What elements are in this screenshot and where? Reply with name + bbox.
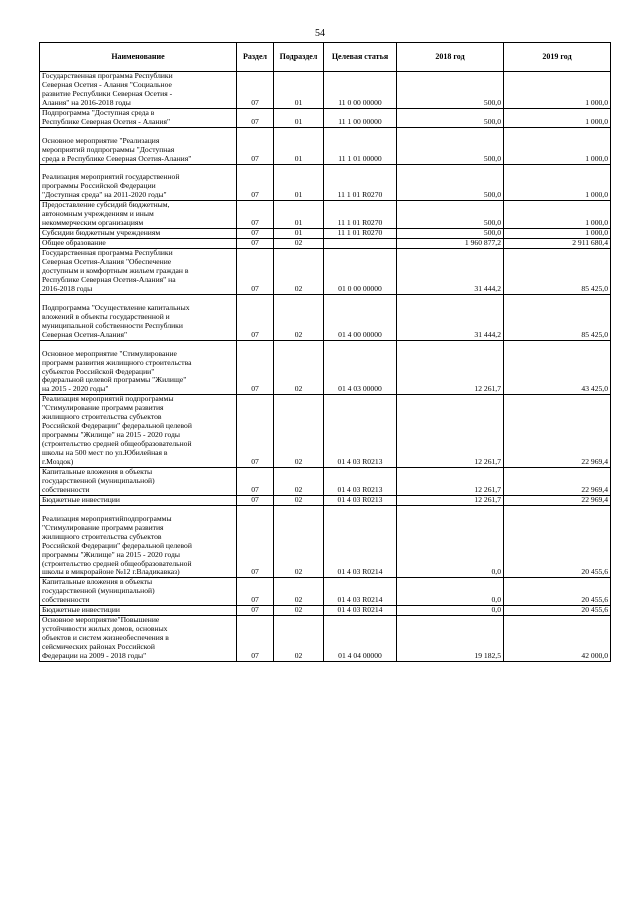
row-razdel: 07 bbox=[237, 249, 274, 295]
row-value-2019: 1 000,0 bbox=[504, 229, 611, 239]
row-statya: 11 1 01 R0270 bbox=[324, 164, 397, 201]
row-razdel: 07 bbox=[237, 164, 274, 201]
row-razdel: 07 bbox=[237, 467, 274, 495]
row-value-2018: 0,0 bbox=[397, 505, 504, 578]
row-value-2019: 42 000,0 bbox=[504, 616, 611, 662]
row-razdel: 07 bbox=[237, 201, 274, 229]
row-name-line: сейсмических районах Российской bbox=[42, 642, 155, 652]
budget-table bbox=[39, 42, 611, 662]
row-razdel: 07 bbox=[237, 294, 274, 340]
row-statya: 11 1 01 R0270 bbox=[324, 201, 397, 229]
row-name bbox=[40, 495, 237, 505]
row-value-2019: 1 000,0 bbox=[504, 164, 611, 201]
table-row bbox=[40, 294, 611, 340]
row-name bbox=[40, 395, 237, 468]
row-razdel: 07 bbox=[237, 495, 274, 505]
row-name-line: Российской Федерации" федеральной целевой bbox=[42, 540, 192, 550]
row-name-line: Субсидии бюджетным учреждениям bbox=[42, 228, 161, 238]
row-razdel: 07 bbox=[237, 395, 274, 468]
row-name-line: Общее образование bbox=[42, 238, 106, 248]
row-name-line: Предоставление субсидий бюджетным, bbox=[42, 200, 170, 210]
row-name-line: Государственная программа Республики bbox=[42, 71, 173, 80]
table-row bbox=[40, 606, 611, 616]
table-row bbox=[40, 616, 611, 662]
row-value-2018: 12 261,7 bbox=[397, 495, 504, 505]
row-name-line: федеральной целевой программы "Жилище" bbox=[42, 375, 187, 385]
header-2018: 2018 год bbox=[397, 43, 504, 72]
row-name-line: среда в Республике Северная Осетия-Алания" bbox=[42, 153, 192, 163]
row-value-2018: 500,0 bbox=[397, 201, 504, 229]
table-row bbox=[40, 395, 611, 468]
row-name-line: Основное мероприятие"Повышение bbox=[42, 615, 160, 625]
row-value-2018: 19 182,5 bbox=[397, 616, 504, 662]
row-name bbox=[40, 578, 237, 606]
row-name-line: Федерации на 2009 - 2018 годы" bbox=[42, 651, 147, 661]
row-name-line: объектов и систем жизнеобеспечения в bbox=[42, 633, 169, 643]
row-name-line: Государственная программа Республики bbox=[42, 248, 173, 258]
row-value-2018: 0,0 bbox=[397, 578, 504, 606]
row-statya: 01 4 00 00000 bbox=[324, 294, 397, 340]
row-value-2018: 500,0 bbox=[397, 164, 504, 201]
row-podrazdel: 02 bbox=[274, 467, 324, 495]
row-podrazdel: 02 bbox=[274, 495, 324, 505]
table-body bbox=[40, 72, 611, 662]
row-value-2019: 20 455,6 bbox=[504, 578, 611, 606]
row-statya: 01 4 03 R0214 bbox=[324, 606, 397, 616]
row-name-line: Бюджетные инвестиции bbox=[42, 495, 120, 504]
row-name bbox=[40, 505, 237, 578]
row-name-line: Подпрограмма "Осуществление капитальных bbox=[42, 302, 190, 312]
row-value-2019: 85 425,0 bbox=[504, 294, 611, 340]
row-podrazdel: 02 bbox=[274, 505, 324, 578]
row-name bbox=[40, 229, 237, 239]
row-statya: 01 4 03 R0214 bbox=[324, 578, 397, 606]
row-podrazdel: 02 bbox=[274, 616, 324, 662]
table-row bbox=[40, 505, 611, 578]
row-name bbox=[40, 340, 237, 395]
row-value-2018: 500,0 bbox=[397, 127, 504, 164]
row-statya: 11 0 00 00000 bbox=[324, 72, 397, 109]
table-row bbox=[40, 72, 611, 109]
row-name-line: государственной (муниципальной) bbox=[42, 475, 155, 485]
row-name-line: Алания" на 2016-2018 годы bbox=[42, 97, 131, 107]
row-name-line: Капитальные вложения в объекты bbox=[42, 467, 153, 476]
row-razdel: 07 bbox=[237, 606, 274, 616]
row-name-line: г.Моздок) bbox=[42, 457, 74, 467]
row-name bbox=[40, 108, 237, 127]
row-name-line: Республике Северная Осетия - Алания" bbox=[42, 116, 171, 126]
row-name-line: (строительство средней общеобразовательной bbox=[42, 558, 192, 568]
row-value-2019: 20 455,6 bbox=[504, 606, 611, 616]
row-podrazdel: 02 bbox=[274, 294, 324, 340]
row-value-2019: 1 000,0 bbox=[504, 127, 611, 164]
row-name bbox=[40, 239, 237, 249]
row-name bbox=[40, 72, 237, 109]
row-name bbox=[40, 127, 237, 164]
row-value-2019: 2 911 680,4 bbox=[504, 239, 611, 249]
row-value-2018: 500,0 bbox=[397, 72, 504, 109]
row-podrazdel: 02 bbox=[274, 395, 324, 468]
row-name-line: вложений в объекты государственной и bbox=[42, 311, 170, 321]
row-name-line: (строительство средней общеобразовательной bbox=[42, 439, 192, 449]
row-value-2018: 0,0 bbox=[397, 606, 504, 616]
row-name-line: Основное мероприятие "Реализация bbox=[42, 135, 160, 145]
row-razdel: 07 bbox=[237, 616, 274, 662]
row-podrazdel: 02 bbox=[274, 606, 324, 616]
row-podrazdel: 01 bbox=[274, 127, 324, 164]
row-statya: 01 4 03 R0213 bbox=[324, 395, 397, 468]
row-statya: 01 0 00 00000 bbox=[324, 249, 397, 295]
row-name-line: собственности bbox=[42, 484, 90, 494]
row-name-line: Северная Осетия-Алания" bbox=[42, 329, 128, 339]
row-name-line: 2016-2018 годы bbox=[42, 283, 93, 293]
row-name-line: доступным и комфортным жильем граждан в bbox=[42, 266, 189, 276]
table-row bbox=[40, 340, 611, 395]
row-name-line: Бюджетные инвестиции bbox=[42, 605, 120, 615]
header-razdel: Раздел bbox=[237, 43, 274, 72]
row-name-line: устойчивости жилых домов, основных bbox=[42, 624, 168, 634]
table-row bbox=[40, 164, 611, 201]
row-value-2019: 1 000,0 bbox=[504, 201, 611, 229]
row-name-line: программ развития жилищного строительства bbox=[42, 357, 192, 367]
row-name-line: Капитальные вложения в объекты bbox=[42, 577, 153, 587]
header-2019: 2019 год bbox=[504, 43, 611, 72]
row-statya: 01 4 03 R0214 bbox=[324, 505, 397, 578]
row-podrazdel: 01 bbox=[274, 72, 324, 109]
row-name-line: собственности bbox=[42, 595, 90, 605]
row-podrazdel: 01 bbox=[274, 164, 324, 201]
row-statya: 11 1 00 00000 bbox=[324, 108, 397, 127]
row-name bbox=[40, 616, 237, 662]
row-name-line: Северная Осетия - Алания "Социальное bbox=[42, 79, 172, 89]
row-name-line: Республике Северная Осетия-Алания" на bbox=[42, 274, 176, 284]
row-podrazdel: 02 bbox=[274, 249, 324, 295]
row-razdel: 07 bbox=[237, 127, 274, 164]
row-statya bbox=[324, 239, 397, 249]
row-statya: 11 1 01 00000 bbox=[324, 127, 397, 164]
row-name-line: школы на 500 мест по ул.Юбилейная в bbox=[42, 448, 168, 458]
row-name-line: Реализация мероприятий государственной bbox=[42, 172, 180, 182]
page-number: 54 bbox=[315, 28, 325, 39]
row-razdel: 07 bbox=[237, 505, 274, 578]
row-name-line: субъектов Российской Федерации" bbox=[42, 366, 155, 376]
row-name-line: школы в микрорайоне №12 г.Владикавказ) bbox=[42, 567, 180, 577]
row-name-line: жилищного строительства субъектов bbox=[42, 412, 162, 422]
row-statya: 01 4 03 R0213 bbox=[324, 467, 397, 495]
row-podrazdel: 02 bbox=[274, 578, 324, 606]
header-name: Наименование bbox=[40, 43, 237, 72]
row-value-2018: 12 261,7 bbox=[397, 340, 504, 395]
row-name-line: Реализация мероприятийподпрограммы bbox=[42, 513, 172, 523]
row-podrazdel: 01 bbox=[274, 201, 324, 229]
row-name-line: Северная Осетия-Алания "Обеспечение bbox=[42, 257, 172, 267]
row-name-line: мероприятий подпрограммы "Доступная bbox=[42, 144, 175, 154]
row-razdel: 07 bbox=[237, 72, 274, 109]
row-value-2019: 22 969,4 bbox=[504, 467, 611, 495]
row-value-2018: 1 960 877,2 bbox=[397, 239, 504, 249]
row-name-line: автономным учреждениям и иным bbox=[42, 209, 154, 219]
row-name bbox=[40, 467, 237, 495]
row-statya: 01 4 03 00000 bbox=[324, 340, 397, 395]
table-row bbox=[40, 239, 611, 249]
row-value-2019: 1 000,0 bbox=[504, 108, 611, 127]
row-razdel: 07 bbox=[237, 578, 274, 606]
table-row bbox=[40, 495, 611, 505]
row-value-2019: 22 969,4 bbox=[504, 495, 611, 505]
table-row bbox=[40, 201, 611, 229]
header-statya: Целевая статья bbox=[324, 43, 397, 72]
row-razdel: 07 bbox=[237, 239, 274, 249]
table-row bbox=[40, 229, 611, 239]
row-podrazdel: 02 bbox=[274, 340, 324, 395]
row-value-2019: 85 425,0 bbox=[504, 249, 611, 295]
row-name bbox=[40, 606, 237, 616]
row-name-line: развитие Республики Северная Осетия - bbox=[42, 88, 173, 98]
row-name-line: "Стимулирование программ развития bbox=[42, 522, 164, 532]
table-row bbox=[40, 249, 611, 295]
table-row bbox=[40, 127, 611, 164]
row-statya: 11 1 01 R0270 bbox=[324, 229, 397, 239]
row-value-2018: 31 444,2 bbox=[397, 294, 504, 340]
row-podrazdel: 02 bbox=[274, 239, 324, 249]
row-name-line: государственной (муниципальной) bbox=[42, 586, 155, 596]
row-name-line: муниципальной собственности Республики bbox=[42, 320, 183, 330]
row-name bbox=[40, 249, 237, 295]
row-statya: 01 4 04 00000 bbox=[324, 616, 397, 662]
row-value-2018: 12 261,7 bbox=[397, 395, 504, 468]
row-podrazdel: 01 bbox=[274, 229, 324, 239]
header-podrazdel: Подраздел bbox=[274, 43, 324, 72]
row-value-2019: 1 000,0 bbox=[504, 72, 611, 109]
row-razdel: 07 bbox=[237, 340, 274, 395]
row-value-2018: 31 444,2 bbox=[397, 249, 504, 295]
row-name-line: программы Российской Федерации bbox=[42, 181, 156, 191]
table-row bbox=[40, 467, 611, 495]
row-statya: 01 4 03 R0213 bbox=[324, 495, 397, 505]
row-name-line: жилищного строительства субъектов bbox=[42, 531, 162, 541]
row-name bbox=[40, 294, 237, 340]
row-value-2019: 20 455,6 bbox=[504, 505, 611, 578]
table-header-row bbox=[40, 43, 611, 72]
row-name-line: Основное мероприятие "Стимулирование bbox=[42, 348, 177, 358]
row-name-line: Подпрограмма "Доступная среда в bbox=[42, 108, 155, 117]
row-name-line: Российской Федерации" федеральной целевой bbox=[42, 421, 192, 431]
table-row bbox=[40, 578, 611, 606]
row-name-line: "Стимулирование программ развития bbox=[42, 403, 164, 413]
row-podrazdel: 01 bbox=[274, 108, 324, 127]
row-name bbox=[40, 164, 237, 201]
row-razdel: 07 bbox=[237, 108, 274, 127]
row-name-line: программы "Жилище" на 2015 - 2020 годы bbox=[42, 430, 180, 440]
table-row bbox=[40, 108, 611, 127]
row-value-2018: 500,0 bbox=[397, 229, 504, 239]
row-name-line: Реализация мероприятий подпрограммы bbox=[42, 394, 174, 404]
row-value-2018: 500,0 bbox=[397, 108, 504, 127]
row-name bbox=[40, 201, 237, 229]
row-name-line: "Доступная среда" на 2011-2020 годы" bbox=[42, 190, 167, 200]
row-value-2019: 22 969,4 bbox=[504, 395, 611, 468]
row-name-line: некоммерческим организациям bbox=[42, 218, 144, 228]
row-name-line: программы "Жилище" на 2015 - 2020 годы bbox=[42, 549, 180, 559]
row-name-line: на 2015 - 2020 годы" bbox=[42, 384, 109, 394]
row-value-2019: 43 425,0 bbox=[504, 340, 611, 395]
row-value-2018: 12 261,7 bbox=[397, 467, 504, 495]
row-razdel: 07 bbox=[237, 229, 274, 239]
